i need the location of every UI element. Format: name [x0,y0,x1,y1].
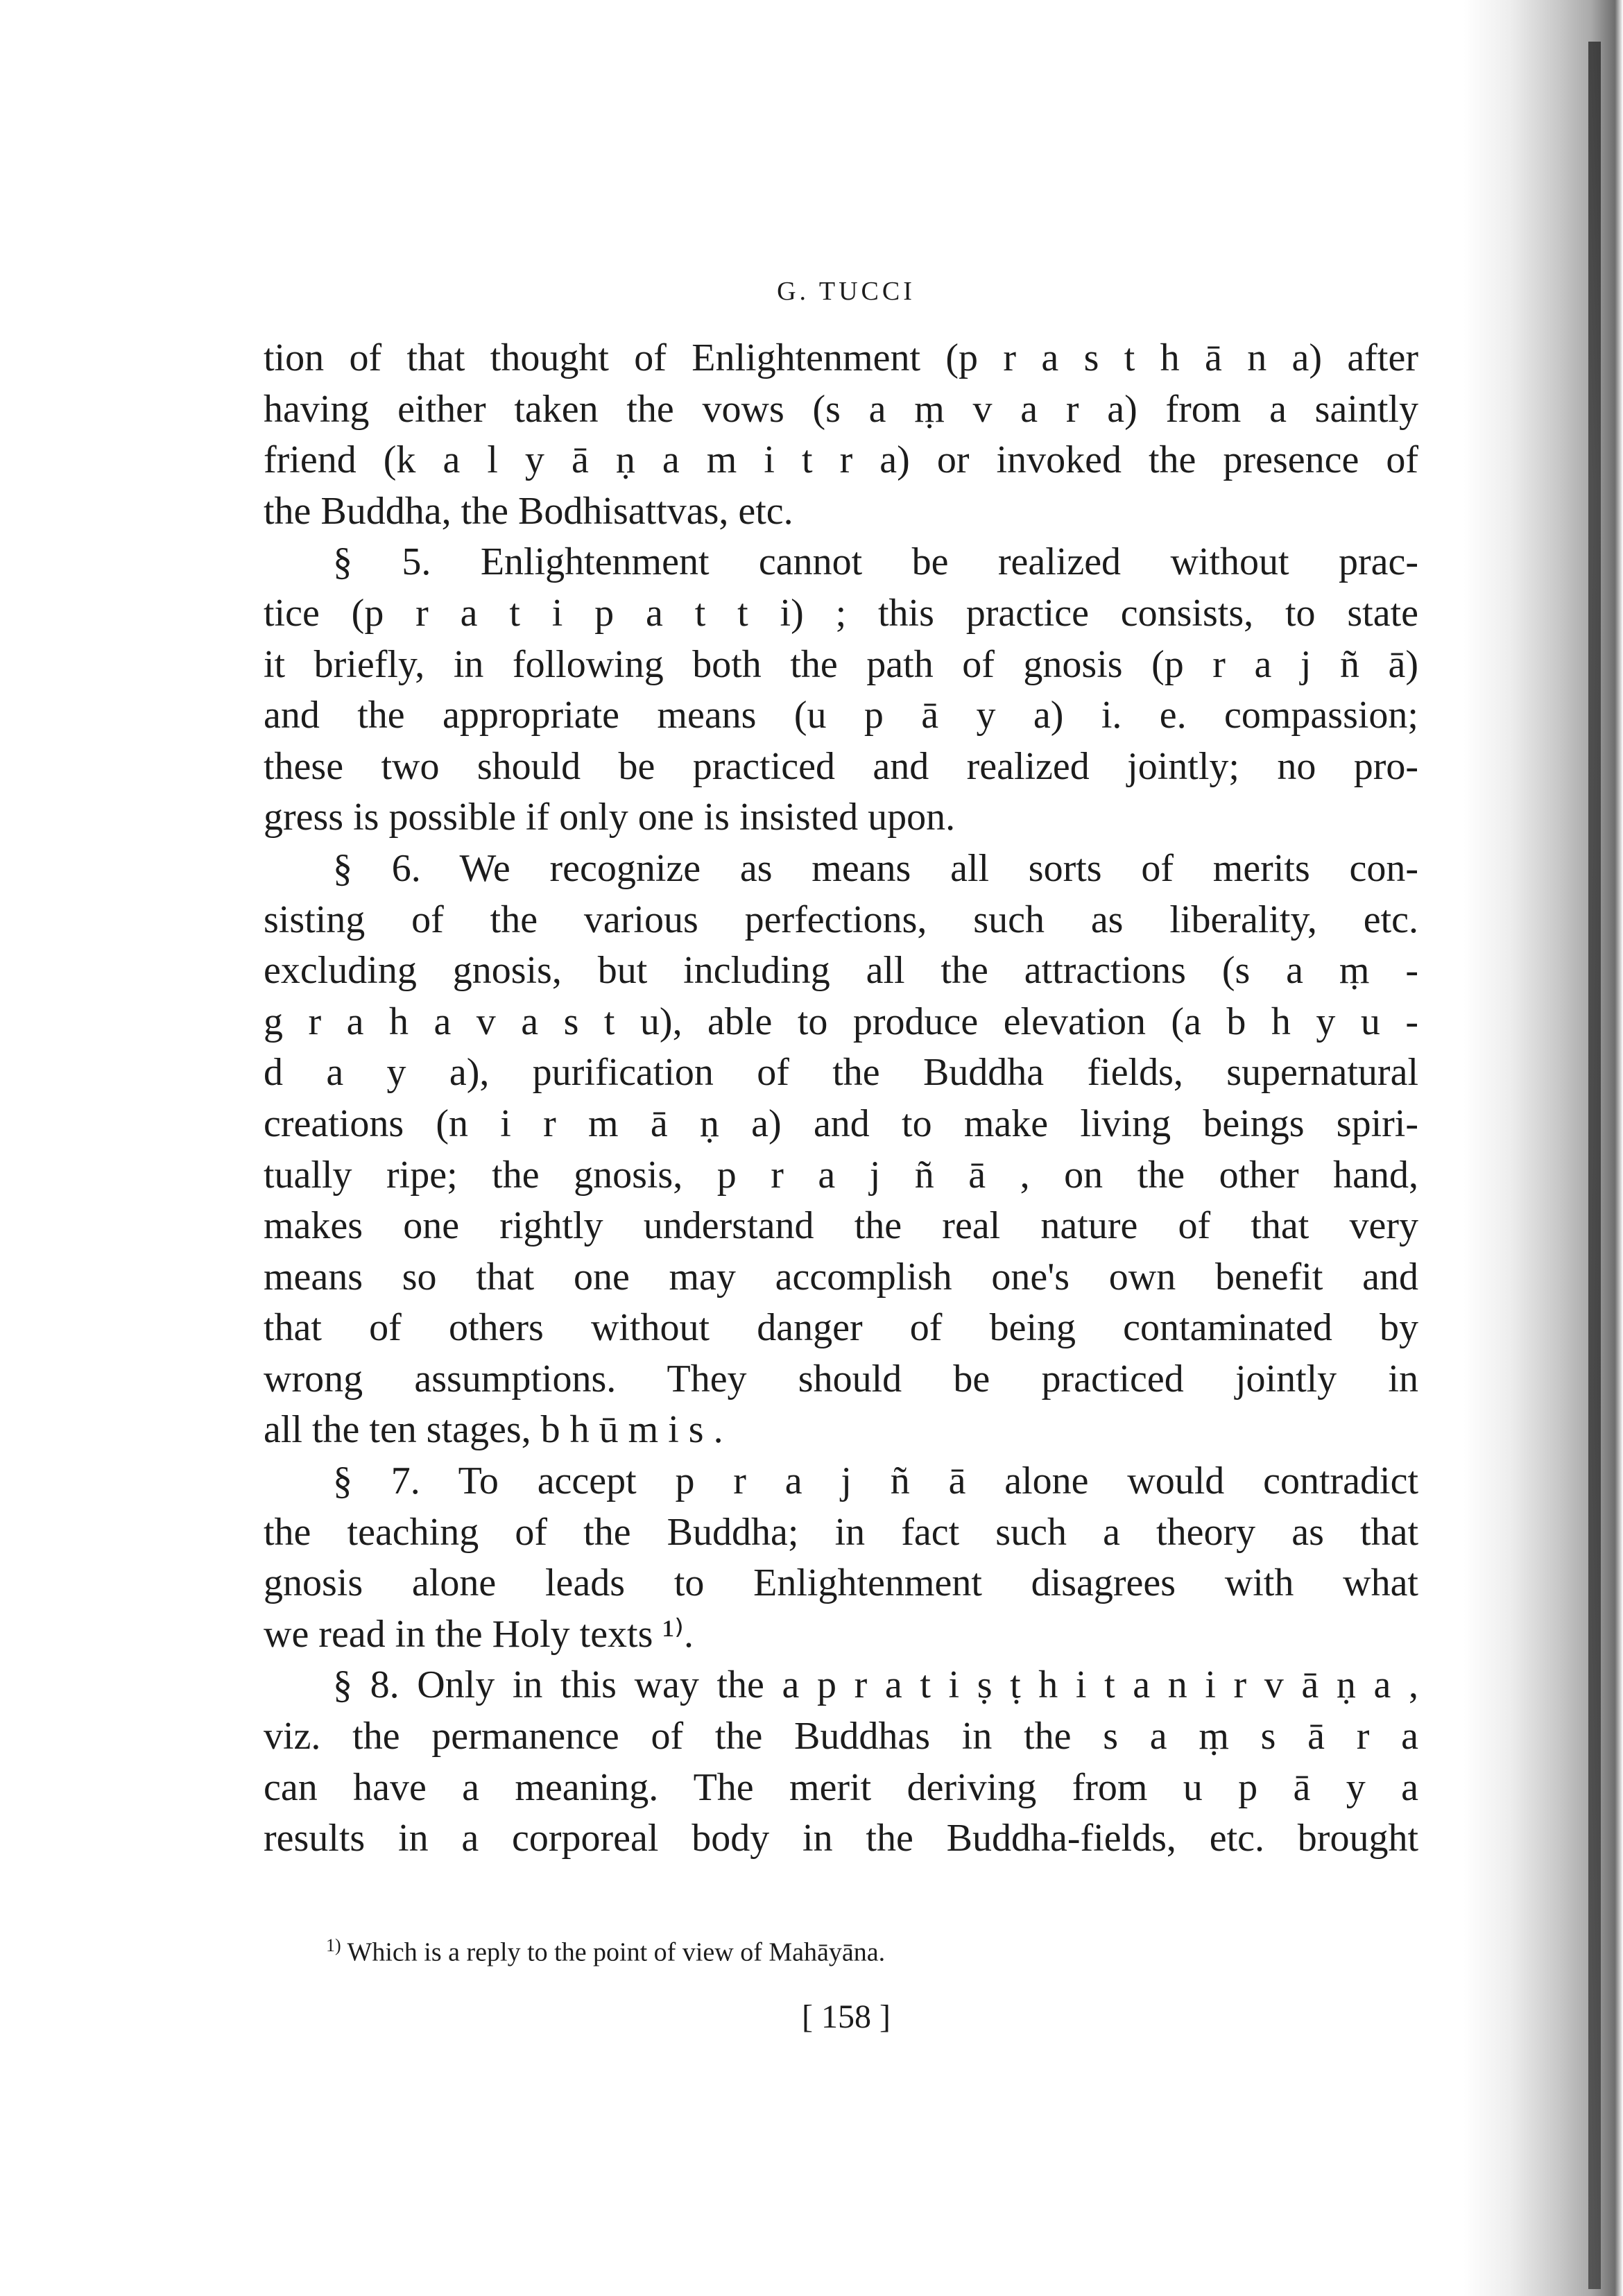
text-line: these two should be practiced and realized jointly; no pro- [264,744,1418,788]
text-line: all the ten stages, b h ū m i s . [264,1408,723,1452]
text-line: d a y a), purification of the Buddha fields, supernatural [264,1051,1418,1095]
text-line: tion of that thought of Enlightenment (p r a s t h ā n a) after [264,336,1418,379]
text-line: that of others without danger of being contaminated by [264,1306,1418,1350]
text-line: viz. the permanence of the Buddhas in the s a ṃ s ā r a [264,1715,1418,1758]
text-line: the Buddha, the Bodhisattvas, etc. [264,489,793,533]
text-line: gress is possible if only one is insisted upon. [264,796,956,839]
text-line: friend (k a l y ā ṇ a m i t r a) or invoked the presence of [264,438,1418,482]
text-line: excluding gnosis, but including all the attractions (s a ṃ - [264,949,1418,993]
text-line: makes one rightly understand the real nature of that very [264,1204,1418,1248]
footnote-text: Which is a reply to the point of view of Mahāyāna. [347,1937,886,1967]
text-line: g r a h a v a s t u), able to produce elevation (a b h y u - [264,1000,1418,1043]
paragraph-7-start: § 7. To accept p r a j ñ ā alone would contradict [333,1459,1418,1503]
text-line-with-footnote-ref: we read in the Holy texts ¹⁾. [264,1612,694,1656]
text-line: the teaching of the Buddha; in fact such a theory as that [264,1510,1418,1554]
page-binding-edge [1588,42,1601,2289]
text-line: having either taken the vows (s a ṃ v a r a) from a saintly [264,387,1418,431]
text-line: it briefly, in following both the path of gnosis (p r a j ñ ā) [264,642,1418,686]
text-line: creations (n i r m ā ṇ a) and to make living beings spiri- [264,1102,1418,1145]
paragraph-5-start: § 5. Enlightenment cannot be realized without prac- [333,540,1418,584]
text-line: tually ripe; the gnosis, p r a j ñ ā , on the other hand, [264,1153,1418,1197]
text-line: wrong assumptions. They should be practiced jointly in [264,1357,1418,1400]
page-number: [ 158 ] [802,1998,891,2035]
paragraph-6-start: § 6. We recognize as means all sorts of merits con- [333,846,1418,890]
text-line: can have a meaning. The merit deriving from u p ā y a [264,1765,1418,1809]
text-line: and the appropriate means (u p ā y a) i. e. compassion; [264,694,1418,737]
text-line: means so that one may accomplish one's own benefit and [264,1255,1418,1299]
text-line: gnosis alone leads to Enlightenment disagrees with what [264,1561,1418,1605]
text-line: sisting of the various perfections, such as liberality, etc. [264,898,1418,941]
paragraph-8-start: § 8. Only in this way the a p r a t i ṣ ṭ h i t a n i r v ā ṇ a , [333,1663,1418,1707]
running-header: G. TUCCI [777,277,916,306]
text-line: tice (p r a t i p a t t i) ; this practice consists, to state [264,591,1418,635]
footnote-marker: 1) [326,1935,341,1955]
text-line: results in a corporeal body in the Buddha-fields, etc. brought [264,1817,1418,1860]
body-text [264,333,1418,1865]
footnote [326,1935,885,1968]
